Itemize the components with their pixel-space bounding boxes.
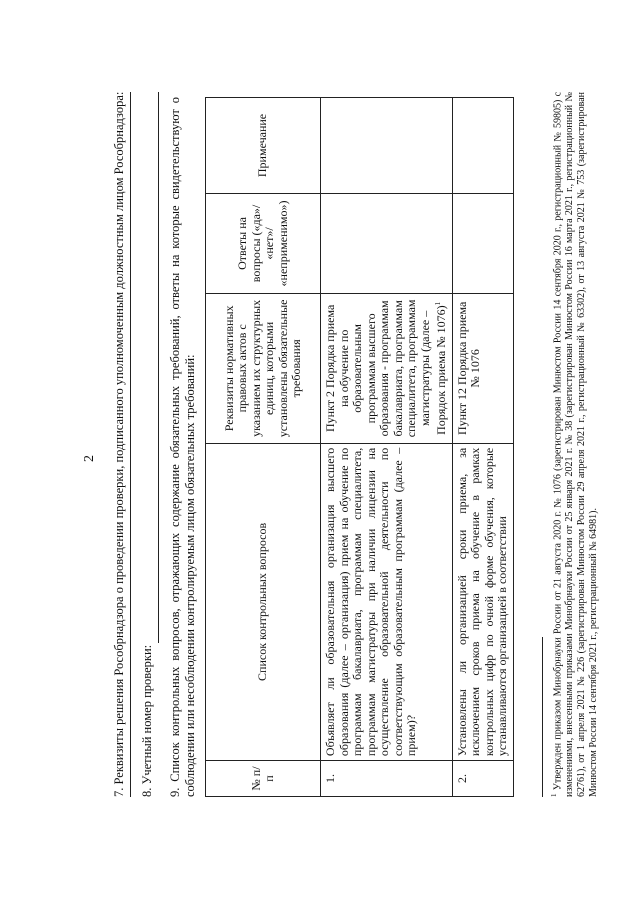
- row-num: 1.: [321, 761, 453, 797]
- footnote-mark: 1: [550, 793, 558, 797]
- item-7-text: 7. Реквизиты решения Рособрнадзора о проведении проверки, подписанного уполномоченным должностным лицом Рособрнадзора:: [112, 91, 126, 797]
- table-row: [452, 98, 513, 797]
- footnote: [548, 92, 600, 797]
- checklist-table: [205, 97, 514, 797]
- item-7-underline: [130, 92, 131, 797]
- page-number: 2: [82, 455, 97, 462]
- header-requisites: Реквизиты нормативных правовых актов с указанием их структурных единиц, которыми установлены обязательные требования: [206, 293, 321, 443]
- table-row: [321, 98, 453, 797]
- footnote-separator: [542, 637, 543, 797]
- header-answers: Ответы на вопросы («да»/ «нет»/ «неприменимо»): [206, 193, 321, 293]
- header-note: Примечание: [206, 98, 321, 194]
- row-num: 2.: [452, 761, 513, 797]
- row-note[interactable]: [452, 98, 513, 194]
- header-num: № п/п: [206, 761, 321, 797]
- row-requisite: Пункт 12 Порядка приема № 1076: [452, 293, 513, 443]
- row-answer[interactable]: [452, 193, 513, 293]
- row-answer[interactable]: [321, 193, 453, 293]
- table-header-row: [206, 98, 321, 797]
- item-8-text: 8. Учетный номер проверки:: [140, 644, 154, 797]
- header-questions: Список контрольных вопросов: [206, 443, 321, 760]
- item-8-underline: [158, 92, 159, 643]
- row-question: Установлены ли организацией сроки приема, за исключением сроков приема на обучение в рамках контрольных цифр по очной форме обучения, которые устанавливаются организацией в соответствии: [452, 443, 513, 760]
- row-note[interactable]: [321, 98, 453, 194]
- footnote-text: Утвержден приказом Минобрнауки России от 21 августа 2020 г. № 1076 (зарегистрирован Минюстом России 14 сентября 2020 г., регистрационный № 59805) с изменениями, внесенными приказами Минобрнауки России от 25 января 2021 г. № 38 (зарегистрирован Минюстом России 16 марта 2021 г., регистрационный № 62761), от 1 апреля 2021 № 226 (зарегистрирован Минюстом России 29 апреля 2021 г., регистрационный № 63302), от 13 августа 2021 № 753 (зарегистрирован Минюстом России 14 сентября 2021 г., регистрационный № 64981).: [552, 91, 600, 797]
- row-requisite: [321, 293, 453, 443]
- footnote-ref: 1: [434, 301, 442, 306]
- row-question: Объявляет ли образовательная организация высшего образования (далее – организация) прием на обучение по программам бакалавриата, программам специалитета, программам магистратуры при наличии лицензии на осуществление образовательной деятельности по соответствующим образовательным программам (далее – прием)?: [321, 443, 453, 760]
- item-9-text: 9. Список контрольных вопросов, отражающих содержание обязательных требований, ответы на которые свидетельствуют о соблюдении или несоблюдении контролируемым лицом обязательных требований:: [168, 97, 197, 797]
- row-requisite-text: Пункт 2 Порядка приема на обучение по образовательным программам высшего образования - программам бакалавриата, программам специалитета, программам магистратуры (далее – Порядок приема № 1076): [323, 299, 448, 438]
